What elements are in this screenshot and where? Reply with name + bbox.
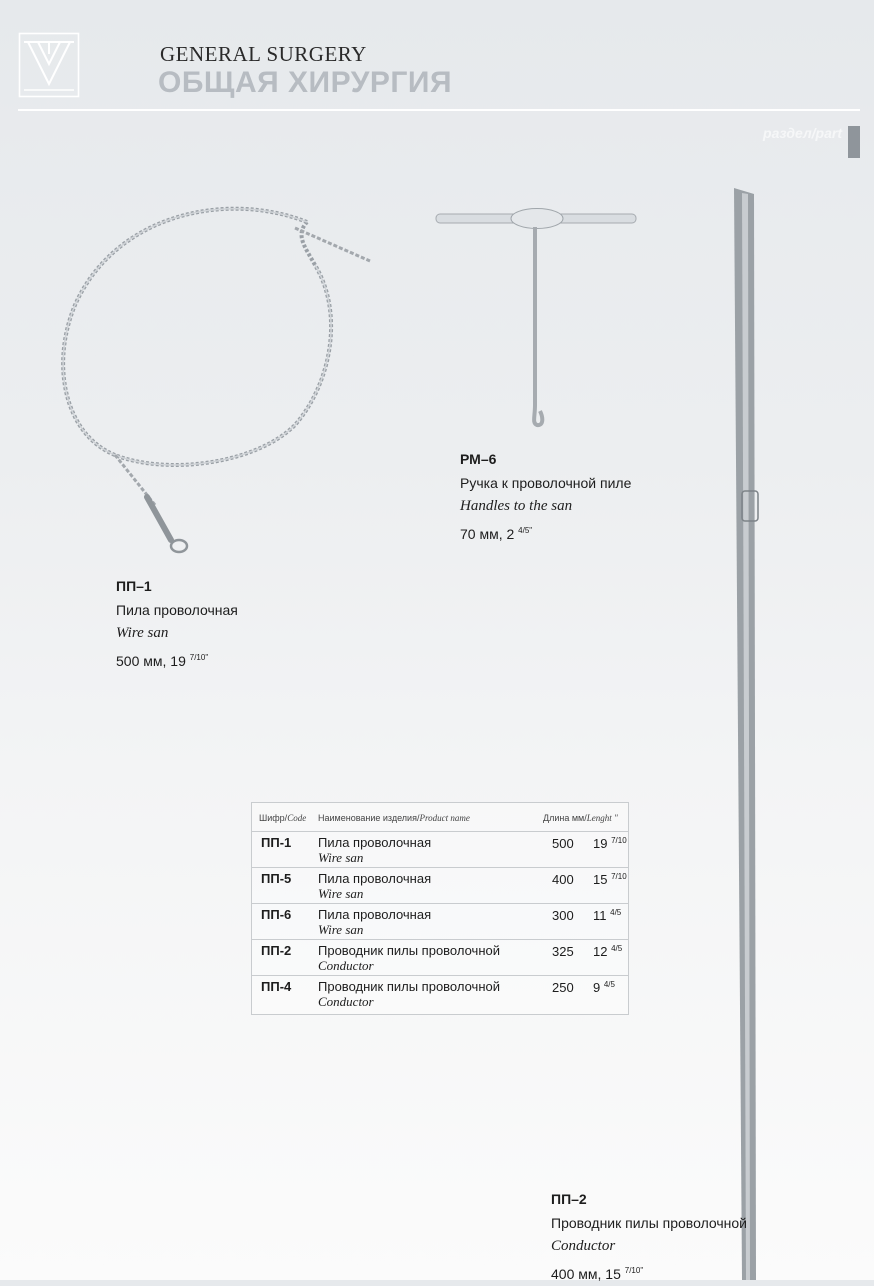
cell-name-en: Conductor xyxy=(318,994,374,1010)
cell-length-mm: 250 xyxy=(552,980,574,995)
product-size: 500 мм, 19 $^{7/10"}$ xyxy=(116,646,238,674)
table-row xyxy=(252,831,628,868)
section-title-en: GENERAL SURGERY xyxy=(160,42,367,67)
header-divider xyxy=(18,109,860,111)
table-row xyxy=(252,939,628,976)
product-name-en: Handles to the san xyxy=(460,495,631,519)
company-logo xyxy=(18,32,80,98)
product-code: ПП–2 xyxy=(551,1188,747,1212)
cell-length-in: 9 $^{4/5}$ xyxy=(593,980,615,995)
product-caption-rm6 xyxy=(460,448,631,546)
cell-code: ПП-1 xyxy=(261,835,291,850)
column-header-name: Наименование изделия/Product name xyxy=(318,813,470,823)
product-name-en: Conductor xyxy=(551,1235,747,1259)
cell-length-in: 11 $^{4/5}$ xyxy=(593,908,621,923)
product-caption-pp2 xyxy=(551,1188,747,1286)
cell-name-ru: Пила проволочная xyxy=(318,871,431,886)
product-name-ru: Проводник пилы проволочной xyxy=(551,1212,747,1236)
cell-name-ru: Проводник пилы проволочной xyxy=(318,943,500,958)
cell-length-mm: 400 xyxy=(552,872,574,887)
product-size: 70 мм, 2 $^{4/5"}$ xyxy=(460,519,631,547)
cell-code: ПП-2 xyxy=(261,943,291,958)
wire-saw-image xyxy=(55,195,385,565)
part-marker xyxy=(848,126,860,158)
cell-length-mm: 325 xyxy=(552,944,574,959)
column-header-length: Длина мм/Lenght " xyxy=(543,813,618,823)
table-row xyxy=(252,975,628,1012)
product-size: 400 мм, 15 $^{7/10"}$ xyxy=(551,1259,747,1286)
spec-table xyxy=(251,802,629,1015)
cell-length-in: 12 $^{4/5}$ xyxy=(593,944,622,959)
part-label: раздел/part xyxy=(763,125,842,141)
product-code: РМ–6 xyxy=(460,448,631,472)
cell-code: ПП-4 xyxy=(261,979,291,994)
cell-name-en: Conductor xyxy=(318,958,374,974)
product-caption-pp1 xyxy=(116,575,238,673)
product-code: ПП–1 xyxy=(116,575,238,599)
cell-name-ru: Пила проволочная xyxy=(318,835,431,850)
cell-length-mm: 300 xyxy=(552,908,574,923)
cell-code: ПП-5 xyxy=(261,871,291,886)
cell-length-in: 19 $^{7/10}$ xyxy=(593,836,627,851)
cell-code: ПП-6 xyxy=(261,907,291,922)
conductor-image xyxy=(730,183,766,1280)
table-row xyxy=(252,867,628,904)
cell-name-en: Wire san xyxy=(318,922,363,938)
cell-name-en: Wire san xyxy=(318,850,363,866)
table-row xyxy=(252,903,628,940)
cell-name-ru: Проводник пилы проволочной xyxy=(318,979,500,994)
cell-name-ru: Пила проволочная xyxy=(318,907,431,922)
product-name-ru: Ручка к проволочной пиле xyxy=(460,472,631,496)
product-name-en: Wire san xyxy=(116,622,238,646)
cell-name-en: Wire san xyxy=(318,886,363,902)
cell-length-in: 15 $^{7/10}$ xyxy=(593,872,627,887)
section-title-ru: ОБЩАЯ ХИРУРГИЯ xyxy=(158,66,452,100)
column-header-code: Шифр/Code xyxy=(259,813,306,823)
saw-handle-image xyxy=(434,205,639,430)
product-name-ru: Пила проволочная xyxy=(116,599,238,623)
cell-length-mm: 500 xyxy=(552,836,574,851)
